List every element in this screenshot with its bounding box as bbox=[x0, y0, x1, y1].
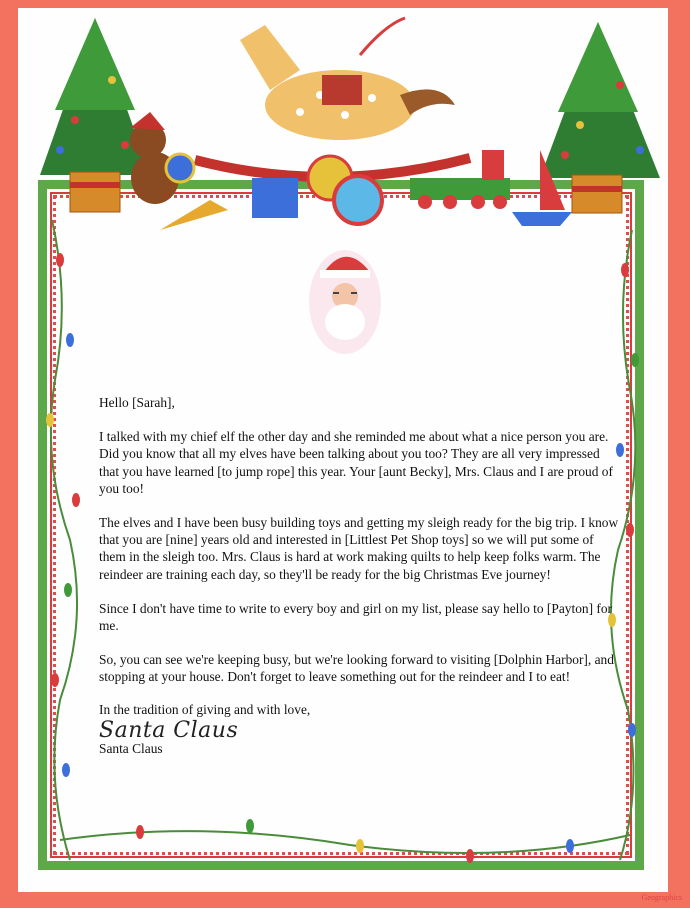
closing-block bbox=[99, 701, 619, 757]
santa-portrait-icon bbox=[309, 250, 381, 354]
paragraph-3: Since I don't have time to write to every boy and girl on my list, please say hello to [Payton] for me. bbox=[99, 600, 613, 634]
signature-name: Santa Claus bbox=[99, 740, 163, 756]
paragraph-1: I talked with my chief elf the other day and she reminded me about what a nice person you are. Did you know that all my elves have been talking about you too? They are all very impressed that you have learned [to jump rope] this year. Your [aunt Becky], Mrs. Claus and I are proud of you too! bbox=[99, 429, 613, 496]
christmas-tree-icon bbox=[540, 22, 660, 213]
paragraph-2: The elves and I have been busy building toys and getting my sleigh ready for the big trip. I know that you are [nine] years old and interested in [Littlest Pet Shop toys] so we will put some of them in the sleigh too. Mrs. Claus is hard at work making quilts to help keep folks warm. The reindeer are training each day, so they'll be ready for the big Christmas Eve journey! bbox=[99, 515, 619, 582]
signature-script: Santa Claus bbox=[99, 717, 239, 743]
greeting: Hello [Sarah], bbox=[99, 395, 175, 410]
jack-in-box-icon bbox=[252, 178, 298, 218]
publisher-mark: Geographics bbox=[641, 893, 682, 902]
ball-icon bbox=[334, 176, 382, 224]
letter-body bbox=[99, 394, 619, 757]
closing-line: In the tradition of giving and with love, bbox=[99, 701, 311, 717]
paragraph-4: So, you can see we're keeping busy, but we're looking forward to visiting [Dolphin Harbor], and stopping at your house. Don't forget to leave something out for the reindeer and I to eat! bbox=[99, 652, 614, 685]
trumpet-icon bbox=[160, 200, 228, 230]
rocking-horse-icon bbox=[195, 18, 470, 177]
